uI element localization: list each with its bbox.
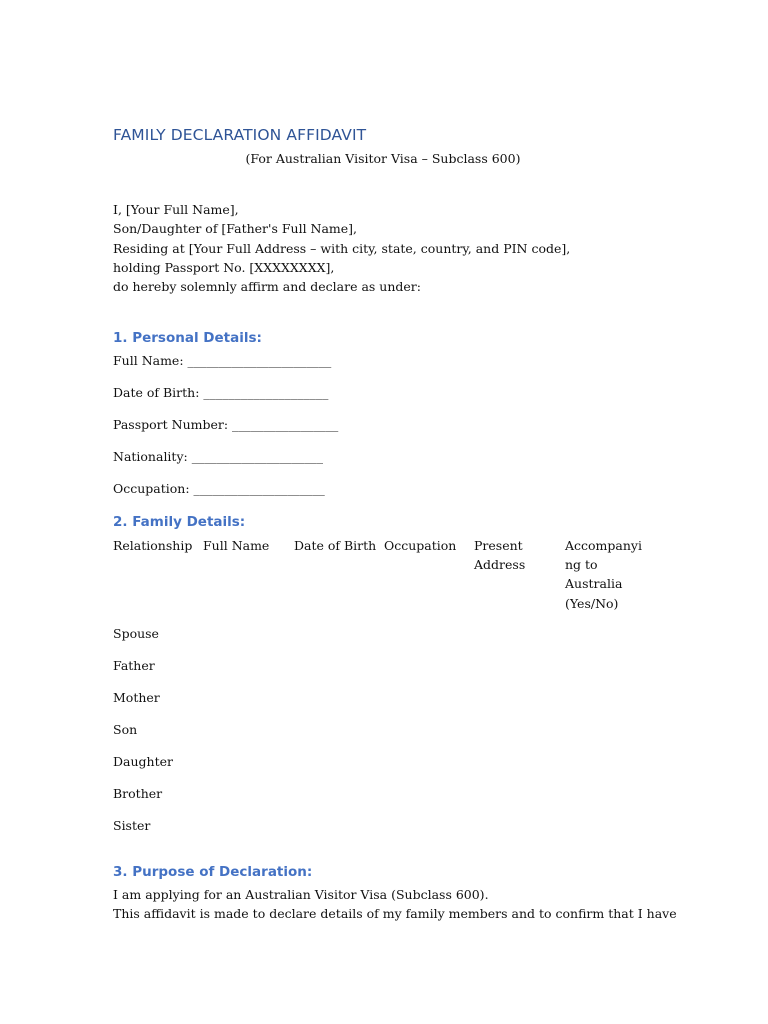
field-date-of-birth: Date of Birth: ____________________ [113, 385, 329, 400]
table-row-mother: Mother [113, 690, 160, 705]
intro-line: Son/Daughter of [Father's Full Name], [113, 221, 358, 237]
column-header-text: Relationship [113, 538, 193, 553]
field-passport-number: Passport Number: _________________ [113, 417, 339, 432]
purpose-line: I am applying for an Australian Visitor Visa (Subclass 600). [113, 887, 489, 902]
column-header-text: (Yes/No) [565, 595, 619, 611]
column-header-text: Accompanyi [565, 538, 642, 553]
table-row-spouse: Spouse [113, 626, 159, 641]
column-header-text: Date of Birth [294, 538, 377, 553]
intro-paragraph [113, 200, 570, 296]
column-header-text: Occupation [384, 538, 457, 553]
table-row-brother: Brother [113, 786, 163, 801]
field-nationality: Nationality: _____________________ [113, 449, 323, 464]
column-header-date-of-birth [294, 536, 376, 555]
table-row-father: Father [113, 658, 155, 673]
column-header-text: ng to [565, 557, 598, 573]
section-heading-family-details: 2. Family Details: [113, 514, 246, 530]
column-header-present-address [474, 536, 525, 574]
document-subtitle: (For Australian Visitor Visa – Subclass 600) [245, 151, 521, 166]
field-occupation: Occupation: _____________________ [113, 481, 325, 496]
document-body [113, 0, 677, 1024]
intro-line: Residing at [Your Full Address – with city, state, country, and PIN code], [113, 240, 571, 256]
purpose-paragraph [113, 885, 677, 924]
column-header-text: Australia [565, 576, 623, 592]
intro-line: holding Passport No. [XXXXXXXX], [113, 259, 335, 275]
column-header-accompanying [565, 536, 642, 613]
table-row-daughter: Daughter [113, 754, 173, 769]
intro-line: I, [Your Full Name], [113, 202, 239, 217]
purpose-line: This affidavit is made to declare details of my family members and to confirm that I have [113, 906, 677, 922]
column-header-relationship [113, 536, 192, 555]
column-header-occupation [384, 536, 456, 555]
section-heading-purpose: 3. Purpose of Declaration: [113, 864, 313, 880]
section-heading-personal-details: 1. Personal Details: [113, 330, 262, 346]
table-row-sister: Sister [113, 818, 151, 833]
column-header-full-name [203, 536, 269, 555]
column-header-text: Full Name [203, 538, 270, 553]
column-header-text: Present [474, 538, 523, 553]
table-row-son: Son [113, 722, 138, 737]
field-full-name: Full Name: _______________________ [113, 353, 332, 368]
document-title: FAMILY DECLARATION AFFIDAVIT [113, 126, 367, 144]
column-header-text: Address [474, 557, 526, 573]
intro-line: do hereby solemnly affirm and declare as under: [113, 279, 421, 295]
